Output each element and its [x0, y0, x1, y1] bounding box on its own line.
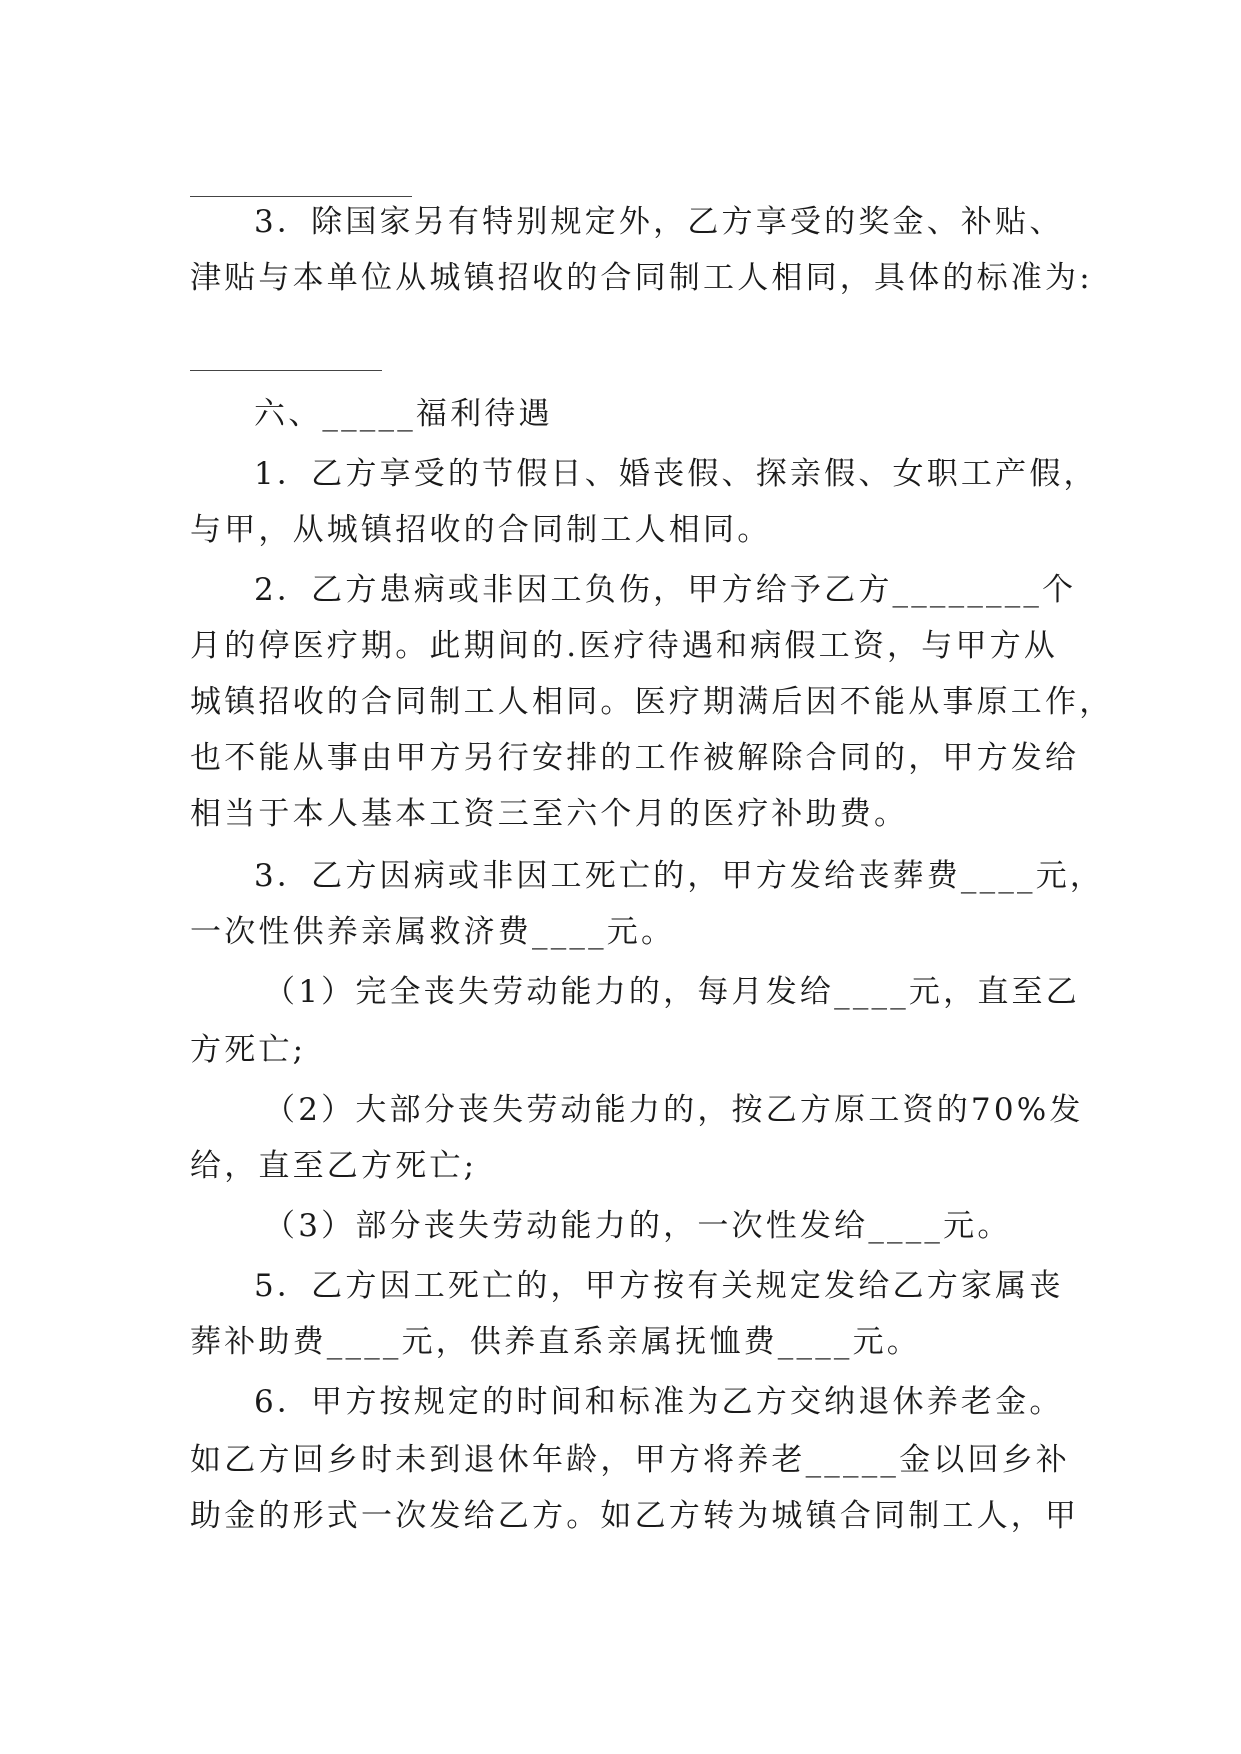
clause-5-line-1: 5．乙方因工死亡的，甲方按有关规定发给乙方家属丧: [254, 1268, 1064, 1304]
clause-2-medical-line-3: 城镇招收的合同制工人相同。医疗期满后因不能从事原工作，: [190, 684, 1114, 720]
subclause-2-line-1: （2）大部分丧失劳动能力的，按乙方原工资的70%发: [264, 1092, 1084, 1128]
section-6-heading: 六、_____福利待遇: [254, 396, 553, 432]
clause-1-holidays-line-1: 1．乙方享受的节假日、婚丧假、探亲假、女职工产假，: [254, 456, 1098, 492]
clause-5-line-2: 葬补助费____元，供养直系亲属抚恤费____元。: [190, 1324, 921, 1360]
clause-3-bonus-line-1: 3．除国家另有特别规定外，乙方享受的奖金、补贴、: [254, 204, 1064, 240]
subclause-3-line-1: （3）部分丧失劳动能力的，一次性发给____元。: [264, 1208, 1012, 1244]
clause-6-line-2: 如乙方回乡时未到退休年龄，甲方将养老_____金以回乡补: [190, 1442, 1071, 1478]
clause-2-medical-line-4: 也不能从事由甲方另行安排的工作被解除合同的，甲方发给: [190, 740, 1080, 776]
clause-1-holidays-line-2: 与甲，从城镇招收的合同制工人相同。: [190, 512, 772, 548]
clause-6-line-1: 6．甲方按规定的时间和标准为乙方交纳退休养老金。: [254, 1384, 1064, 1420]
clause-2-medical-line-1: 2．乙方患病或非因工负伤，甲方给予乙方________个: [254, 572, 1077, 608]
blank-underline: [190, 370, 382, 371]
clause-2-medical-line-5: 相当于本人基本工资三至六个月的医疗补助费。: [190, 796, 909, 832]
clause-3-death-line-1: 3．乙方因病或非因工死亡的，甲方发给丧葬费____元，: [254, 858, 1105, 894]
clause-3-death-line-2: 一次性供养亲属救济费____元。: [190, 914, 676, 950]
clause-3-bonus-line-2: 津贴与本单位从城镇招收的合同制工人相同，具体的标准为:: [190, 260, 1093, 296]
subclause-1-line-1: （1）完全丧失劳动能力的，每月发给____元，直至乙: [264, 974, 1080, 1010]
clause-6-line-3: 助金的形式一次发给乙方。如乙方转为城镇合同制工人，甲: [190, 1498, 1080, 1534]
blank-underline: [190, 196, 412, 197]
clause-2-medical-line-2: 月的停医疗期。此期间的.医疗待遇和病假工资，与甲方从: [190, 628, 1059, 664]
subclause-2-line-2: 给，直至乙方死亡;: [190, 1148, 478, 1184]
subclause-1-line-2: 方死亡;: [190, 1032, 307, 1068]
